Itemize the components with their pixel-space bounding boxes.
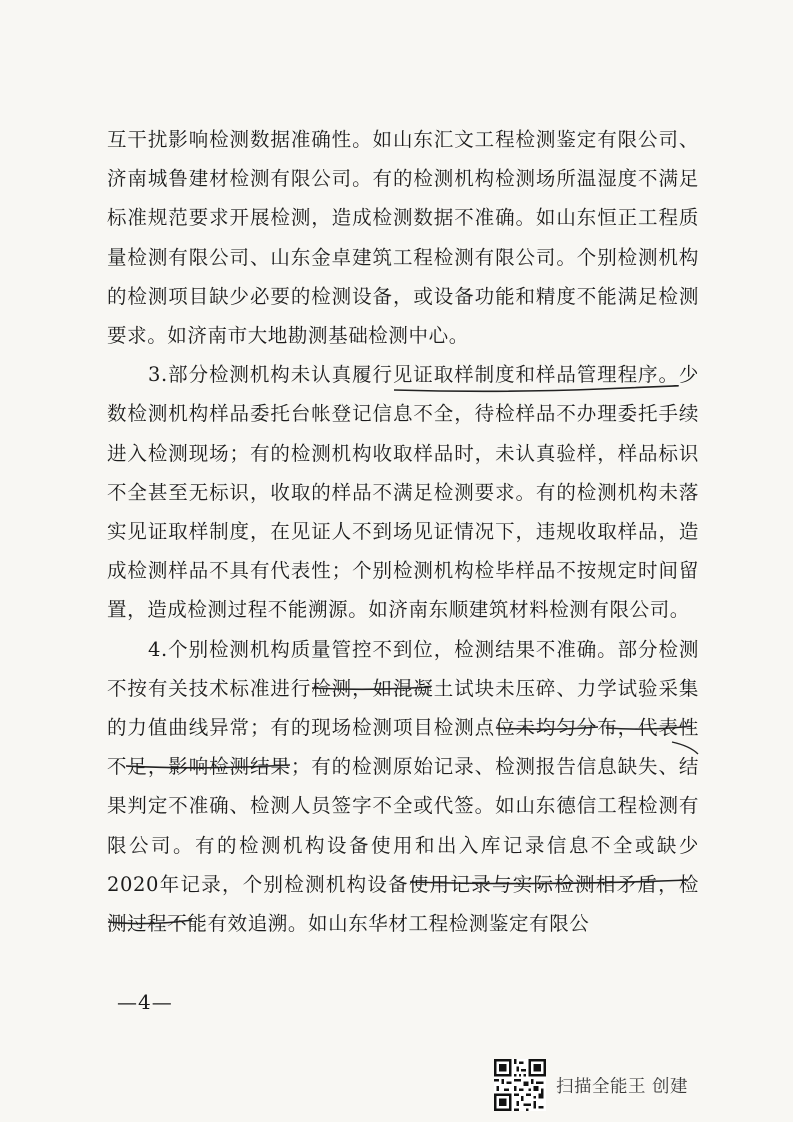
page-number: —4— [117, 990, 173, 1014]
qr-code-icon [494, 1059, 546, 1111]
document-body [107, 120, 699, 943]
watermark-text: 扫描全能王 创建 [556, 1076, 689, 1097]
paragraph-1: 互干扰影响检测数据准确性。如山东汇文工程检测鉴定有限公司、济南城鲁建材检测有限公司。有的检测机构检测场所温湿度不满足标准规范要求开展检测，造成检测数据不准确。如山东恒正工程质量检测有限公司、山东金卓建筑工程检测有限公司。个别检测机构的检测项目缺少必要的检测设备，或设备功能和精度不能满足检测要求。如济南市大地勘测基础检测中心。 [107, 128, 699, 348]
scanner-watermark [494, 1058, 688, 1112]
paragraph-3: 4.个别检测机构质量管控不到位，检测结果不准确。部分检测不按有关技术标准进行检测，如混凝土试块未压碎、力学试验采集的力值曲线异常；有的现场检测项目检测点位未均匀分布，代表性不足，影响检测结果；有的检测原始记录、检测报告信息缺失、结果判定不准确、检测人员签字不全或代签。如山东德信工程检测有限公司。有的检测机构设备使用和出入库记录信息不全或缺少2020年记录，个别检测机构设备使用记录与实际检测相矛盾，检测过程不能有效追溯。如山东华材工程检测鉴定有限公 [107, 637, 699, 936]
paragraph-2: 3.部分检测机构未认真履行见证取样制度和样品管理程序。少数检测机构样品委托台帐登记信息不全，待检样品不办理委托手续进入检测现场；有的检测机构收取样品时，未认真验样，样品标识不全甚至无标识，收取的样品不满足检测要求。有的检测机构未落实见证取样制度，在见证人不到场见证情况下，违规收取样品，造成检测样品不具有代表性；个别检测机构检毕样品不按规定时间留置，造成检测过程不能溯源。如济南东顺建筑材料检测有限公司。 [107, 363, 699, 622]
